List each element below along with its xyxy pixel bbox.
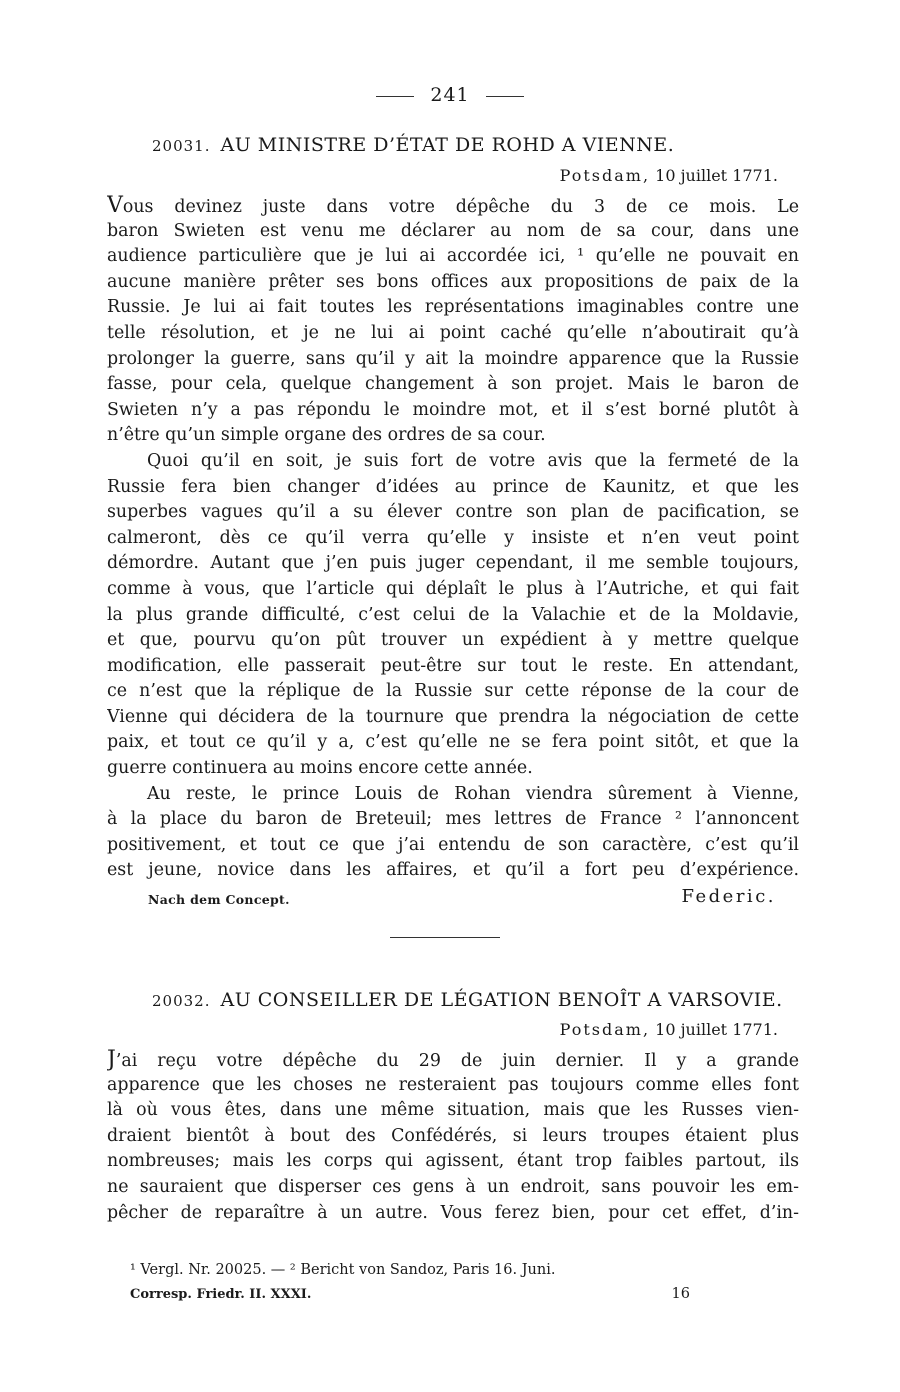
letter-number: 20031.	[152, 137, 211, 155]
body-line: positivement, et tout ce que j’ai entendu de son caractère, c’est qu’il	[107, 834, 799, 855]
body-line: superbes vagues qu’il a su élever contre son plan de pacification, se	[107, 502, 799, 523]
body-line: prolonger la guerre, sans qu’il y ait la moindre apparence que la Russie	[107, 348, 799, 369]
footnote-line: ¹ Vergl. Nr. 20025. — ² Bericht von Sandoz, Paris 16. Juni.	[130, 1262, 556, 1278]
body-line: Quoi qu’il en soit, je suis fort de votre avis que la fermeté de la	[147, 450, 799, 471]
body-line: paix, et tout ce qu’il y a, c’est qu’elle ne se fera point sitôt, et que la	[107, 732, 799, 753]
body-line: apparence que les choses ne resteraient pas toujours comme elles font	[107, 1074, 799, 1095]
body-line	[107, 1047, 799, 1073]
letter-date: 10 juillet 1771.	[655, 166, 778, 185]
body-line: à la place du baron de Breteuil; mes lettres de France ² l’annoncent	[107, 809, 799, 830]
body-line: là où vous êtes, dans une même situation, mais que les Russes vien-	[107, 1100, 799, 1121]
page-number-rule-right	[486, 96, 524, 97]
letter-place: Potsdam,	[559, 1020, 651, 1039]
body-line: guerre continuera au moins encore cette année.	[107, 758, 533, 779]
page-number-rule-left	[376, 96, 414, 97]
signature-mark: Corresp. Friedr. II. XXXI.	[130, 1287, 312, 1302]
drop-letter: V	[107, 193, 123, 218]
body-line: baron Swieten est venu me déclarer au nom de sa cour, dans une	[107, 220, 799, 241]
body-line: fasse, pour cela, quelque changement à son projet. Mais le baron de	[107, 374, 799, 395]
body-line: calmeront, dès ce qu’il verra qu’elle y insiste et n’en veut point	[107, 527, 799, 548]
footnotes	[130, 1258, 690, 1306]
body-line: draient bientôt à bout des Confédérés, si leurs troupes étaient plus	[107, 1125, 799, 1146]
letter-heading-20032	[152, 989, 792, 1011]
body-line	[107, 193, 799, 219]
body-line: audience particulière que je lui ai accordée ici, ¹ qu’elle ne pouvait en	[107, 246, 799, 267]
body-line: Swieten n’y a pas répondu le moindre mot, et il s’est borné plutôt à	[107, 399, 799, 420]
drop-letter: J	[107, 1047, 116, 1072]
letter-dateline	[560, 1020, 778, 1039]
body-line: démordre. Autant que j’en puis juger cependant, il me semble toujours,	[107, 553, 799, 574]
source-note: Nach dem Concept.	[148, 892, 290, 907]
body-line: Russie. Je lui ai fait toutes les représentations imaginables contre une	[107, 297, 799, 318]
letter-date: 10 juillet 1771.	[655, 1020, 778, 1039]
body-line-text: ’ai reçu votre dépêche du 29 de juin dernier. Il y a grande	[115, 1051, 799, 1071]
body-line: Russie fera bien changer d’idées au prince de Kaunitz, et que les	[107, 476, 799, 497]
body-line: Vienne qui décidera de la tournure que prendra la négociation de cette	[107, 706, 799, 727]
body-line: ce n’est que la réplique de la Russie sur cette réponse de la cour de	[107, 681, 799, 702]
body-line-text: ous devinez juste dans votre dépêche du 3 de ce mois. Le	[122, 197, 799, 217]
body-line: pêcher de reparaître à un autre. Vous ferez bien, pour cet effet, d’in-	[107, 1202, 799, 1223]
body-line: comme à vous, que l’article qui déplaît le plus à l’Autriche, et qui fait	[107, 578, 799, 599]
page-number-text: 241	[430, 84, 470, 106]
letter-heading-20031	[152, 134, 792, 156]
section-divider	[390, 937, 500, 938]
signature-mark-line	[130, 1282, 690, 1306]
body-line: aucune manière prêter ses bons offices aux propositions de paix de la	[107, 271, 799, 292]
body-line: Au reste, le prince Louis de Rohan viendra sûrement à Vienne,	[147, 783, 799, 804]
letter-title: AU MINISTRE D’ÉTAT DE ROHD A VIENNE.	[220, 134, 675, 156]
body-line: n’être qu’un simple organe des ordres de sa cour.	[107, 425, 546, 446]
page-number	[0, 84, 900, 106]
letter-place: Potsdam,	[559, 166, 651, 185]
body-line: telle résolution, et je ne lui ai point caché qu’elle n’aboutirait qu’à	[107, 322, 799, 343]
body-line: la plus grande difficulté, c’est celui de la Valachie et de la Moldavie,	[107, 604, 799, 625]
body-line: est jeune, novice dans les affaires, et qu’il a fort peu d’expérience.	[107, 860, 799, 881]
body-line: nombreuses; mais les corps qui agissent, étant trop faibles partout, ils	[107, 1151, 799, 1172]
letter-number: 20032.	[152, 992, 211, 1010]
letter-dateline	[560, 166, 778, 185]
letter-title: AU CONSEILLER DE LÉGATION BENOÎT A VARSOVIE.	[220, 989, 783, 1011]
signature: Federic.	[681, 886, 776, 907]
letter-body-20032	[107, 1047, 799, 1226]
body-line: modification, elle passerait peut-être sur tout le reste. En attendant,	[107, 655, 799, 676]
sheet-number: 16	[671, 1286, 690, 1302]
body-line: et que, pourvu qu’on pût trouver un expédient à y mettre quelque	[107, 630, 799, 651]
body-line: ne sauraient que disperser ces gens à un endroit, sans pouvoir les em-	[107, 1176, 799, 1197]
letter-body-20031	[107, 193, 799, 884]
